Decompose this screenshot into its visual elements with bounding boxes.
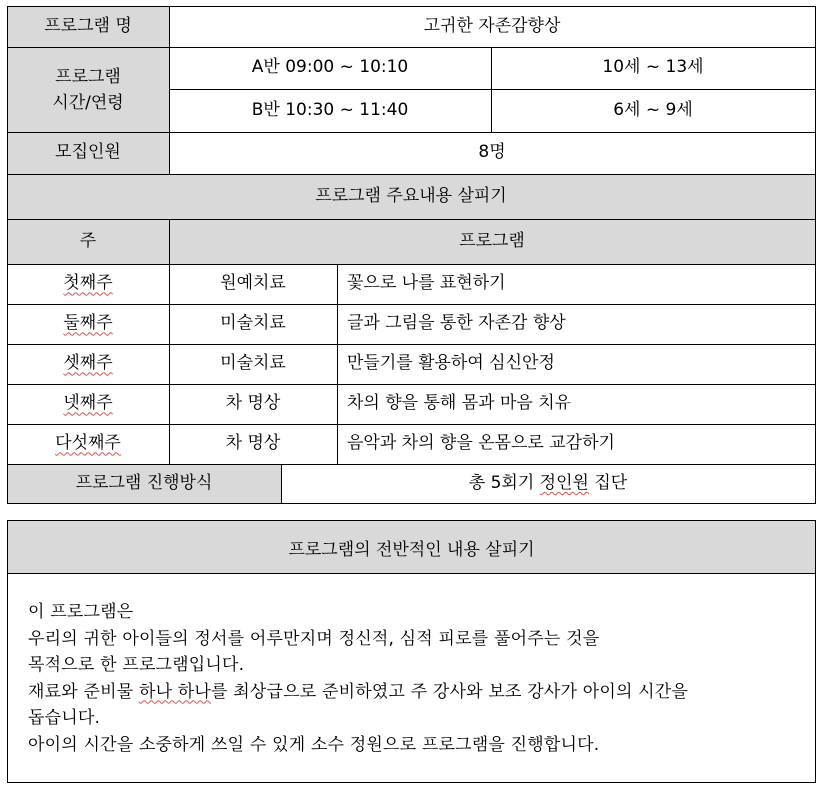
- grid-line: [281, 464, 282, 504]
- session-a-time: A반 09:00 ~ 10:10: [251, 57, 409, 78]
- program-desc-cell: 꽃으로 나를 표현하기: [347, 273, 506, 294]
- grid-line: [7, 174, 816, 175]
- week-cell: 다섯째주: [55, 433, 121, 454]
- grid-line: [7, 219, 816, 220]
- program-desc-cell: 음악과 차의 향을 온몸으로 교감하기: [347, 433, 615, 454]
- grid-line: [169, 219, 170, 465]
- grid-line: [7, 384, 816, 385]
- grid-line: [7, 6, 816, 7]
- grid-line: [7, 503, 816, 504]
- overview-box: [7, 520, 816, 783]
- grid-line: [7, 264, 816, 265]
- therapy-type-cell: 미술치료: [220, 313, 286, 334]
- program-desc-cell: 만들기를 활용하여 심신안정: [347, 353, 555, 374]
- col-week-header: 주: [79, 230, 97, 251]
- session-a-age: 10세 ~ 13세: [602, 57, 704, 78]
- overview-line: 목적으로 한 프로그램입니다.: [28, 655, 245, 675]
- grid-line: [337, 264, 338, 465]
- recruit-label: 모집인원: [55, 142, 121, 163]
- overview-line: 재료와 준비물 하나 하나를 최상급으로 준비하였고 주 강사와 보조 강사가 아이의 시간을: [28, 681, 689, 702]
- overview-body: [28, 599, 808, 758]
- therapy-type-cell: 원예치료: [220, 273, 286, 294]
- grid-line: [7, 47, 816, 48]
- grid-line: [7, 464, 816, 465]
- therapy-type-cell: 차 명상: [225, 433, 281, 454]
- overview-title: 프로그램의 전반적인 내용 살피기: [8, 521, 815, 574]
- therapy-type-cell: 미술치료: [220, 353, 286, 374]
- overview-line: 이 프로그램은: [28, 602, 134, 622]
- week-cell: 넷째주: [63, 393, 113, 414]
- time-age-label: 프로그램 시간/연령: [52, 66, 124, 113]
- grid-line: [815, 6, 816, 504]
- grid-line: [491, 47, 492, 133]
- grid-line: [169, 89, 816, 90]
- overview-line: 우리의 귀한 아이들의 정서를 어루만지며 정신적, 심적 피로를 풀어주는 것을: [28, 628, 600, 649]
- grid-line: [7, 424, 816, 425]
- grid-line: [7, 6, 8, 504]
- method-label: 프로그램 진행방식: [75, 472, 213, 493]
- program-desc-cell: 차의 향을 통해 몸과 마음 치유: [347, 393, 572, 414]
- session-b-age: 6세 ~ 9세: [613, 99, 693, 120]
- overview-line: 돕습니다.: [28, 708, 101, 728]
- overview-line: 아이의 시간을 소중하게 쓰일 수 있게 소수 정원으로 프로그램을 진행합니다.: [28, 734, 600, 755]
- contents-title: 프로그램 주요내용 살피기: [315, 185, 507, 206]
- week-cell: 둘째주: [63, 313, 113, 334]
- program-desc-cell: 글과 그림을 통한 자존감 향상: [347, 313, 566, 334]
- grid-line: [7, 304, 816, 305]
- program-name-value: 고귀한 자존감향상: [423, 15, 561, 36]
- week-cell: 셋째주: [63, 353, 113, 374]
- grid-line: [7, 132, 816, 133]
- grid-line: [169, 6, 170, 175]
- method-value: 총 5회기 정인원 집단: [468, 472, 628, 493]
- grid-line: [7, 344, 816, 345]
- col-program-header: 프로그램: [459, 230, 525, 251]
- therapy-type-cell: 차 명상: [225, 393, 281, 414]
- week-cell: 첫째주: [63, 273, 113, 294]
- program-name-label: 프로그램 명: [44, 15, 132, 36]
- session-b-time: B반 10:30 ~ 11:40: [251, 99, 409, 120]
- recruit-value: 8명: [478, 142, 506, 163]
